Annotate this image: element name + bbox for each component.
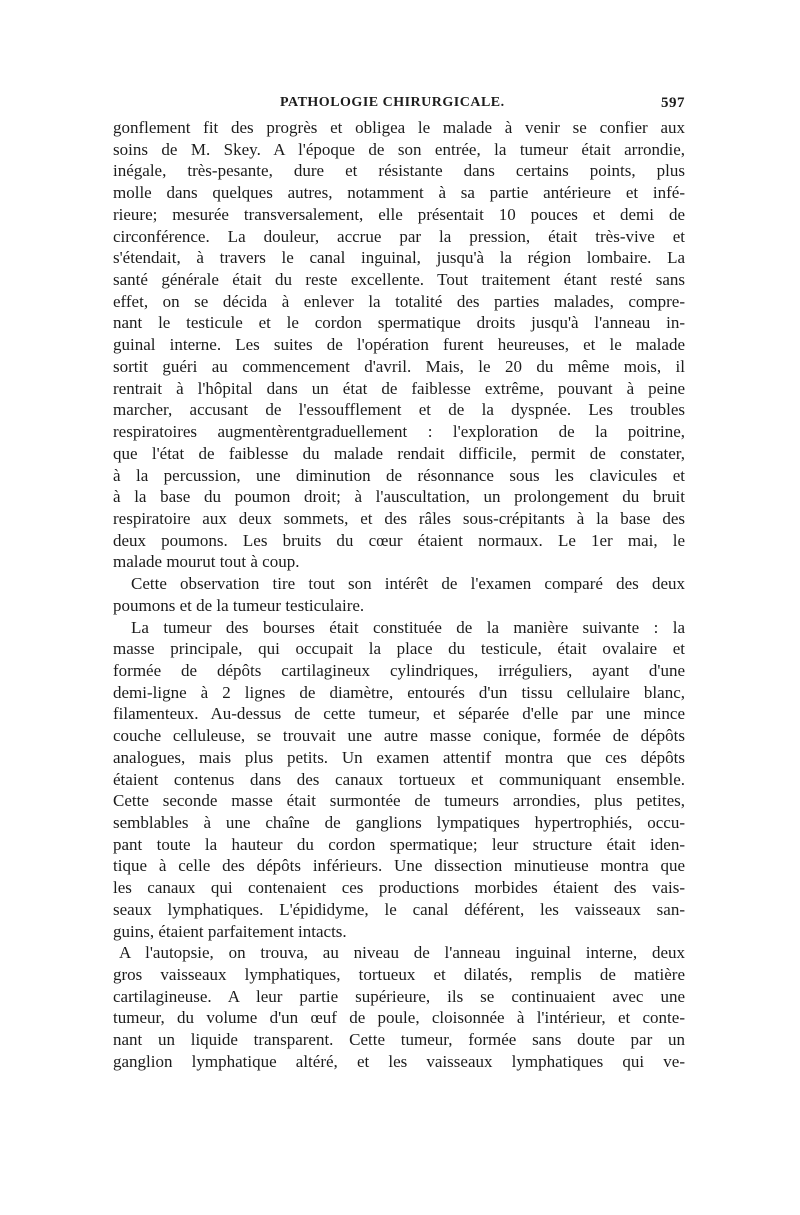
text-line: masse principale, qui occupait la place du testicule, était ovalaire et — [113, 639, 685, 659]
text-line: formée de dépôts cartilagineux cylindriques, irréguliers, ayant d'une — [113, 660, 685, 680]
text-line: rentrait à l'hôpital dans un état de faiblesse extrême, pouvant à peine — [113, 378, 685, 398]
running-title: PATHOLOGIE CHIRURGICALE. — [280, 95, 505, 110]
text-line: cartilagineuse. A leur partie supérieure, ils se continuaient avec une — [113, 986, 685, 1006]
text-line: circonférence. La douleur, accrue par la pression, était très-vive et — [113, 226, 685, 246]
text-line: molle dans quelques autres, notamment à sa partie antérieure et infé- — [113, 183, 685, 203]
text-line: couche celluleuse, se trouvait une autre masse conique, formée de dépôts — [113, 726, 685, 746]
text-line: inégale, très-pesante, dure et résistante dans certains points, plus — [113, 161, 685, 181]
text-line: tumeur, du volume d'un œuf de poule, cloisonnée à l'intérieur, et conte- — [113, 1008, 685, 1028]
text-line: seaux lymphatiques. L'épididyme, le canal déférent, les vaisseaux san- — [113, 899, 685, 919]
text-line: respiratoire aux deux sommets, et des râles sous-crépitants à la base des — [113, 508, 685, 528]
text-line: nant le testicule et le cordon spermatique droits jusqu'à l'anneau in- — [113, 313, 685, 333]
text-line: guinal interne. Les suites de l'opération furent heureuses, et le malade — [113, 335, 685, 355]
text-line: malade mourut tout à coup. — [113, 552, 300, 572]
book-page — [113, 95, 685, 1073]
paragraph-start-line: La tumeur des bourses était constituée de la manière suivante : la — [131, 617, 685, 637]
text-line: rieure; mesurée transversalement, elle présentait 10 pouces et demi de — [113, 204, 685, 224]
text-line: demi-ligne à 2 lignes de diamètre, entourés d'un tissu cellulaire blanc, — [113, 682, 685, 702]
text-line: guins, étaient parfaitement intacts. — [113, 921, 347, 941]
text-line: tique à celle des dépôts inférieurs. Une dissection minutieuse montra que — [113, 856, 685, 876]
text-line: Cette seconde masse était surmontée de tumeurs arrondies, plus petites, — [113, 791, 685, 811]
body-text — [113, 117, 685, 1073]
text-line: respiratoires augmentèrentgraduellement : l'exploration de la poitrine, — [113, 422, 685, 442]
paragraph-start-line: A l'autopsie, on trouva, au niveau de l'anneau inguinal interne, deux — [119, 943, 685, 963]
text-line: à la percussion, une diminution de résonnance sous les clavicules et — [113, 465, 685, 485]
text-line: étaient contenus dans des canaux tortueux et communiquant ensemble. — [113, 769, 685, 789]
text-line: ganglion lymphatique altéré, et les vaisseaux lymphatiques qui ve- — [113, 1051, 685, 1071]
text-line: les canaux qui contenaient ces productions morbides étaient des vais- — [113, 878, 685, 898]
text-line: semblables à une chaîne de ganglions lympatiques hypertrophiés, occu- — [113, 813, 685, 832]
text-line: filamenteux. Au-dessus de cette tumeur, et séparée d'elle par une mince — [113, 704, 685, 724]
text-line: analogues, mais plus petits. Un examen attentif montra que ces dépôts — [113, 747, 685, 767]
page-number: 597 — [661, 95, 685, 111]
text-line: marcher, accusant de l'essoufflement et de la dyspnée. Les troubles — [113, 400, 685, 420]
text-line: effet, on se décida à enlever la totalité des parties malades, compre- — [113, 291, 685, 311]
text-line: pant toute la hauteur du cordon spermatique; leur structure était iden- — [113, 834, 685, 854]
page-header — [113, 95, 685, 117]
paragraph-start-line: Cette observation tire tout son intérêt de l'examen comparé des deux — [131, 574, 685, 594]
text-line: que l'état de faiblesse du malade rendait difficile, permit de constater, — [113, 443, 685, 463]
text-line: sortit guéri au commencement d'avril. Mais, le 20 du même mois, il — [113, 356, 685, 376]
text-line: poumons et de la tumeur testiculaire. — [113, 595, 365, 615]
text-line: santé générale était du reste excellente. Tout traitement étant resté sans — [113, 270, 685, 290]
text-line: à la base du poumon droit; à l'auscultation, un prolongement du bruit — [113, 487, 685, 507]
text-line: deux poumons. Les bruits du cœur étaient normaux. Le 1er mai, le — [113, 530, 685, 550]
text-line: soins de M. Skey. A l'époque de son entrée, la tumeur était arrondie, — [113, 139, 685, 159]
text-line: gonflement fit des progrès et obligea le malade à venir se confier aux — [113, 118, 685, 137]
text-line: s'étendait, à travers le canal inguinal, jusqu'à la région lombaire. La — [113, 248, 685, 268]
text-line: gros vaisseaux lymphatiques, tortueux et dilatés, remplis de matière — [113, 965, 685, 985]
text-line: nant un liquide transparent. Cette tumeur, formée sans doute par un — [113, 1030, 685, 1050]
